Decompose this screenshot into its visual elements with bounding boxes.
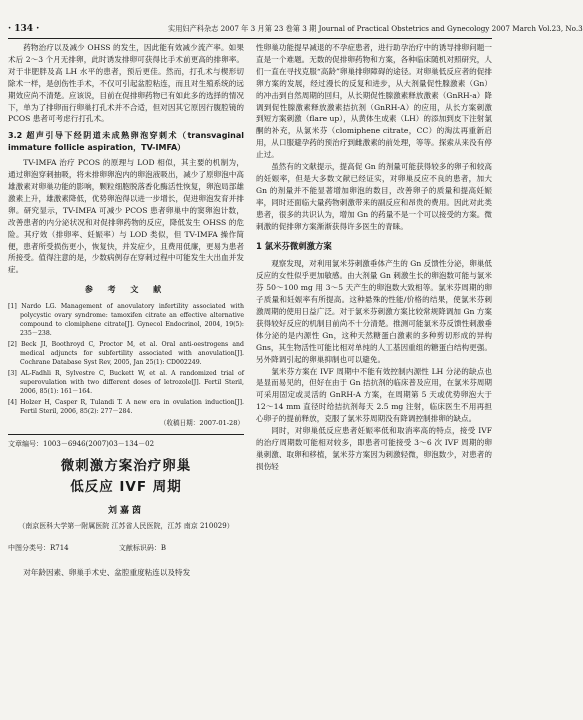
section-heading: 1 氯米芬微刺激方案 (256, 240, 332, 251)
article-title (8, 456, 244, 498)
right-column (256, 42, 492, 473)
reference-item: [1] Nardo LG. Management of anovulatory infertility associated with polycystic ovary syndrome: tamoxifen citrate an effective alternative compound to clomiphene citrate[J]. Gynecol Endocrinol, 2004, 19(5): 235－238. (8, 303, 244, 338)
author-name: 刘嘉茵 (107, 506, 144, 517)
article-number: 文章编号：1003－6946(2007)03－134－02 (8, 440, 155, 449)
body-paragraph: 对年龄因素、卵巢手术史、盆腔重度粘连以及特发 (23, 567, 191, 577)
document-code: 文献标识码：B (118, 543, 167, 552)
page-number: · 134 · (8, 24, 40, 34)
article-title-line: 低反应 IVF 周期 (70, 479, 182, 496)
reference-item: [4] Holzer H, Casper R, Tulandi T. A new era in ovulation induction[J]. Fertil Steril, 2006, 85(2): 277－284. (8, 399, 244, 416)
received-date: （收稿日期：2007-01-28） (159, 419, 244, 428)
clc-number: 中图分类号：R714 (8, 543, 69, 552)
journal-citation: 实用妇产科杂志 2007 年 3 月第 23 卷第 3 期 Journal of Practical Obstetrics and Gynecology 2007 March Vol.23, No.3 (168, 24, 583, 33)
reference-item: [2] Beck JI, Boothroyd C, Proctor M, et al. Oral anti-oestrogens and medical adjuncts for subfertility associated with anovulation[J]. Cochrane Database Syst Rev, 2005, Jan 25(1): CD002249. (8, 341, 244, 367)
body-paragraph: 药物治疗以及减少 OHSS 的发生，因此能有效减少流产率。如果术后 2～3 个月无排卵，此时诱发排卵可获得比手术前更高的排卵率。对于非肥胖及高 LH 水平的患者，预后更佳。然而，打孔术与楔形切除术一样，是创伤性手术，不仅可引起盆腔粘连，而且对生殖系统的远期效应尚不清楚。应该说，目前在促排卵药物已有如此多的选择的情况下，单为了排卵而行卵巢打孔术并不合适，但对因其它原因行腹腔镜的 PCOS 患者可考虑行打孔术。 (8, 43, 244, 124)
section-heading: 3.2 超声引导下经阴道未成熟卵泡穿刺术（transvaginal immature follicle aspiration，TV-IMFA） (8, 131, 244, 153)
body-paragraph: 虽然有的文献提示，提高促 Gn 的剂量可能获得较多的卵子和较高的妊娠率，但是大多数文献已经证实，对卵巢反应不良的患者，加大 Gn 的剂量并不能显著增加卵泡的数目，改善卵子的质量和提高妊娠率，同时还面临大量药物刺激带来的副反应和昂贵的费用。因此对此类患者，很多的共识认为，增加 Gn 的药量不是一个可以接受的方案。微刺激的促排卵方案渐渐获得许多医生的青睐。 (256, 162, 492, 231)
body-paragraph: 性卵巢功能提早减退的不孕症患者，进行助孕治疗中的诱导排卵问题一直是一个难题。无数的促排卵药物和方案，各种临床随机对照研究，人们一直在寻找克服“高龄”卵巢排卵障碍的途径。对卵巢低反应者的促排卵方案的发展，经过漫长的反复和进步，从大剂量促性腺激素（Gn）的冲击到自然周期的回归，从长期促性腺激素释放激素（GnRH-a）降调到促性腺激素释放激素拮抗剂（GnRH-A）的应用，从长方案刺激到短方案刺激（flare up），从黄体生成素（LH）的添加到皮下注射氯酮的补充，从氯米芬（clomiphene citrate，CC）的淘汰再重新启用，从口服避孕药的预治疗到雌激素的前处理，等等。探索从来没有停止过。 (256, 43, 492, 160)
article-title-line: 微刺激方案治疗卵巢 (60, 458, 192, 475)
body-paragraph: 同时，对卵巢低反应患者妊娠率低和取消率高的特点，接受 IVF 的治疗周期数可能相对较多，即患者可能接受 3～6 次 IVF 周期的卵巢刺激、取卵和移植，氯米芬方案因为刺激轻微，卵泡数少，对患者的损伤轻 (256, 426, 492, 471)
body-paragraph: 观察发现，对利用氯米芬刺激垂体产生的 Gn 反馈性分泌，卵巢低反应的女性似乎更加敏感。由大剂量 Gn 刺激生长的卵泡数可能与氯米芬 50～100 mg 用 3～5 天产生的卵泡数大致相等。氯米芬周期的卵子质量和妊娠率有所提高。这种悬殊的性能/价格的结果，使氯米芬刺激周期的使用日益广泛。对于氯米芬刺激方案比较常规降调加 Gn 方案获得较好反应的机制目前尚不十分清楚。推测可能氯米芬反馈性刺激垂体分泌的是内源性 Gn，这种天然糖蛋白激素的多种剪切形成的异构 Gns，其生物活性可能比相对单纯的人工基因重组的糖蛋白结构更强。另外降调引起的卵巢抑制也可以避免。 (256, 259, 492, 364)
left-column (8, 42, 244, 579)
body-paragraph: 氯米芬方案在 IVF 周期中不能有效控制内源性 LH 分泌的缺点也是显而易见的，但好在由于 Gn 拮抗剂的临床普及应用，在氯米芬周期可采用固定或灵活的 GnRH-A 方案，在周期第 5 天或优势卵泡大于 12～14 mm 直径时给拮抗剂每天 2.5 mg 注射，临床医生不用再担心卵子的提前释放，克服了氯米芬周期没有降调控制排卵的缺点。 (256, 366, 492, 424)
references-heading: 参 考 文 献 (84, 284, 168, 295)
body-paragraph: TV-IMFA 治疗 PCOS 的原理与 LOD 相似，其主要的机制为，通过卵泡穿刺抽吸，将未排卵卵泡内的卵泡液吸出，减少了原卵泡中高雄激素对卵巢功能的影响，颗粒细胞脱落香化酶活性恢复，卵泡局部雄激素上升，雄激素降低，优势卵泡得以进一步增长，促进卵泡发育并排卵。研究显示，TV-IMFA 可减少 PCOS 患者卵巢中的窦卵泡计数，改善患者的内分泌状况和对促排卵药物的反应，降低发生 OHSS 的危险。其疗效（排卵率、妊娠率）与 LOD 类似，但 TV-IMFA 操作简便，患者所受损伤更小，恢复快，并发症少，且费用低廉，更易为患者所接受。值得注意的是，少数病例存在穿刺过程中可能发生大出血并发症。 (8, 158, 244, 275)
reference-item: [3] AL-Fadhli R, Sylvestre C, Buckett W, et al. A randomized trial of superovulation with two different doses of letrozole[J]. Fertil Steril, 2006, 85(1): 161－164. (8, 370, 244, 396)
running-header (8, 22, 583, 36)
article-divider (8, 434, 244, 435)
classification-line (8, 543, 244, 555)
header-rule (8, 38, 492, 39)
author-affiliation: （南京医科大学第一附属医院 江苏省人民医院，江苏 南京 210029） (18, 522, 234, 531)
